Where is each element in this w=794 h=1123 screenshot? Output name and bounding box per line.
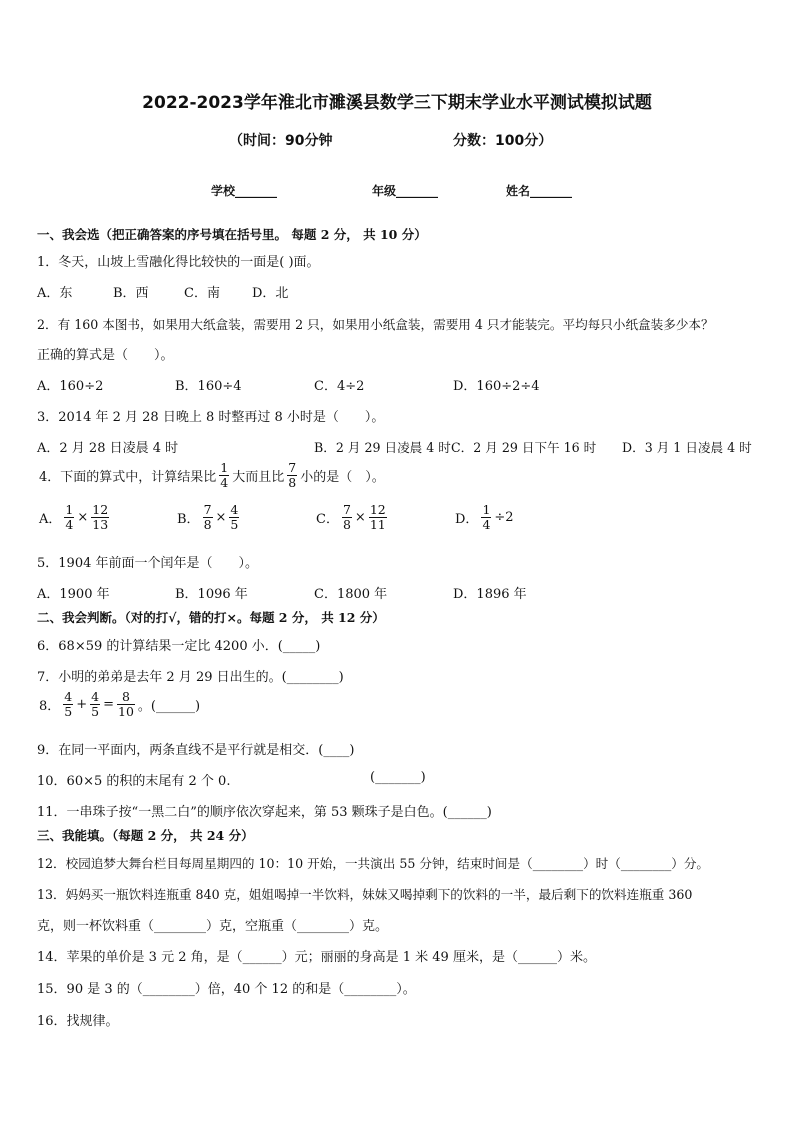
q2-option-c: C．4÷2	[314, 379, 365, 394]
q4-option-b: B． $\frac{7}{8}$ × $\frac{4}{5}$	[177, 502, 239, 532]
question-8: 8． $\frac{4}{5}$ + $\frac{4}{5}$ = $\frac{8}{10}$ 。(______)	[39, 689, 201, 719]
q2-option-b: B．160÷4	[175, 379, 242, 394]
question-13-line2: 克，则一杯饮料重（________）克，空瓶重（________）克。	[37, 919, 389, 934]
question-5: 5．1904 年前面一个闰年是（ ）。	[37, 556, 258, 571]
q2-option-d: D．160÷2÷4	[453, 379, 540, 394]
question-4	[37, 462, 387, 489]
page-title: 2022-2023学年淮北市濉溪县数学三下期末学业水平测试模拟试题	[142, 93, 652, 113]
section-3-heading: 三、我能填。（每题 2 分， 共 24 分）	[37, 828, 254, 843]
fraction: $\frac{4}{5}$	[91, 689, 100, 719]
section-1-heading: 一、我会选（把正确答案的序号填在括号里。 每题 2 分， 共 10 分）	[37, 227, 427, 242]
q1-option-a: A．东	[37, 286, 73, 301]
q3-option-b: B．2 月 29 日凌晨 4 时	[314, 440, 451, 455]
fraction: $\frac{1}{4}$	[482, 502, 491, 532]
q4-mid: 大而且比	[232, 470, 285, 485]
question-16: 16．找规律。	[37, 1014, 119, 1029]
question-6: 6．68×59 的计算结果一定比 4200 小．(_____)	[37, 639, 321, 654]
q3-option-a: A．2 月 28 日凌晨 4 时	[37, 441, 179, 456]
question-15: 15．90 是 3 的（________）倍，40 个 12 的和是（________）。	[37, 982, 416, 997]
question-11: 11．一串珠子按“一黑二白”的顺序依次穿起来，第 53 颗珠子是白色。(______)	[37, 805, 492, 820]
question-3: 3．2014 年 2 月 28 日晚上 8 时整再过 8 小时是（ ）。	[37, 410, 385, 425]
question-2-line2: 正确的算式是（ ）。	[37, 348, 174, 363]
question-12: 12．校园追梦大舞台栏目每周星期四的 10：10 开始，一共演出 55 分钟，结束时间是（________）时（________）分。	[37, 856, 710, 871]
q5-option-a: A．1900 年	[37, 587, 110, 602]
question-9: 9．在同一平面内，两条直线不是平行就是相交．(____)	[37, 743, 355, 758]
q4-prefix: 4．下面的算式中，计算结果比	[39, 470, 217, 485]
question-1: 1．冬天，山坡上雪融化得比较快的一面是( )面。	[37, 255, 320, 270]
school-field: 学校_______	[211, 184, 278, 198]
question-14: 14．苹果的单价是 3 元 2 角，是（______）元；丽丽的身高是 1 米 49 厘米，是（______）米。	[37, 950, 596, 965]
fraction: $\frac{8}{10}$	[118, 689, 134, 719]
q1-option-d: D．北	[252, 286, 289, 301]
fraction: $\frac{7}{8}$	[288, 460, 297, 490]
section-2-heading: 二、我会判断。（对的打√，错的打×。每题 2 分， 共 12 分）	[37, 610, 385, 625]
q3-option-c: C．2 月 29 日下午 16 时	[451, 440, 597, 455]
q3-option-d: D．3 月 1 日凌晨 4 时	[622, 440, 752, 455]
question-13: 13．妈妈买一瓶饮料连瓶重 840 克，姐姐喝掉一半饮料，妹妹又喝掉剩下的饮料的一半，最后剩下的饮料连瓶重 360	[37, 887, 693, 902]
q5-option-b: B．1096 年	[175, 587, 248, 602]
q4-option-d: D． $\frac{1}{4}$ ÷2	[455, 502, 514, 532]
q5-option-c: C．1800 年	[314, 587, 388, 602]
q5-option-d: D．1896 年	[453, 587, 527, 602]
fraction: $\frac{1}{4}$	[65, 502, 74, 532]
fraction: $\frac{12}{11}$	[369, 502, 386, 532]
fraction: $\frac{4}{5}$	[230, 502, 239, 532]
q1-option-c: C．南	[184, 286, 220, 301]
exam-time: （时间：90分钟	[229, 133, 333, 149]
fraction: $\frac{7}{8}$	[203, 502, 212, 532]
question-7: 7．小明的弟弟是去年 2 月 29 日出生的。(________)	[37, 670, 344, 685]
question-10-blank: (_______)	[370, 770, 426, 785]
question-2: 2．有 160 本图书，如果用大纸盒装，需要用 2 只，如果用小纸盒装，需要用 4 只才能装完。平均每只小纸盒装多少本？	[37, 317, 714, 332]
fraction: $\frac{7}{8}$	[342, 502, 351, 532]
fraction: $\frac{4}{5}$	[64, 689, 73, 719]
fraction: $\frac{12}{13}$	[92, 502, 109, 532]
q4-option-c: C． $\frac{7}{8}$ × $\frac{12}{11}$	[316, 502, 386, 532]
grade-field: 年级_______	[372, 184, 439, 198]
q4-option-a: A． $\frac{1}{4}$ × $\frac{12}{13}$	[39, 502, 109, 532]
name-field: 姓名_______	[506, 184, 573, 198]
q1-option-b: B．西	[113, 286, 149, 301]
fraction: $\frac{1}{4}$	[220, 460, 229, 490]
exam-score: 分数：100分）	[453, 133, 553, 149]
question-10: 10．60×5 的积的末尾有 2 个 0.	[37, 774, 231, 789]
q4-suffix: 小的是（ ）。	[300, 470, 385, 485]
q2-option-a: A．160÷2	[37, 379, 104, 394]
